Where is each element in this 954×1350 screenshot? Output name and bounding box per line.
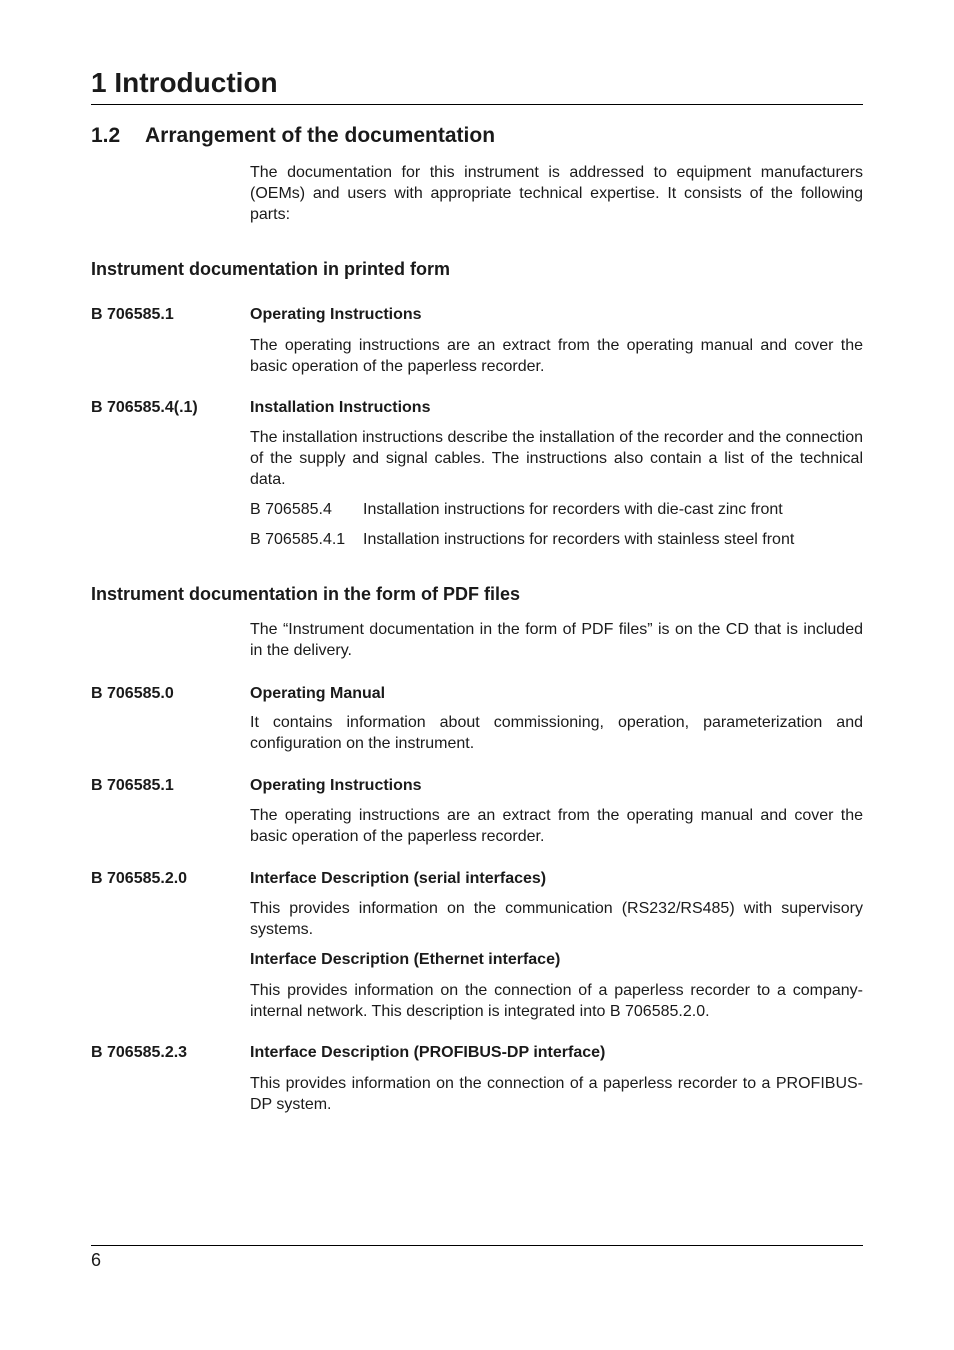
printed-entry-1-title: Operating Instructions	[250, 306, 422, 323]
pdf-entry-3-title: Interface Description (serial interfaces)	[250, 870, 547, 887]
pdf-entry-4-title: Interface Description (PROFIBUS-DP interface)	[250, 1044, 606, 1061]
pdf-entry-2-title: Operating Instructions	[250, 777, 422, 794]
printed-heading: Instrument documentation in printed form	[91, 259, 450, 279]
printed-entry-2-code: B 706585.4(.1)	[91, 399, 198, 416]
pdf-entry-4-text: This provides information on the connection of a paperless recorder to a PROFIBUS-DP system.	[250, 1075, 863, 1113]
pdf-heading: Instrument documentation in the form of PDF files	[91, 584, 521, 604]
chapter-title: 1 Introduction	[91, 64, 863, 105]
printed-entry-1-text: The operating instructions are an extract from the operating manual and cover the basic operation of the paperless recorder.	[250, 337, 863, 375]
page-number: 6	[91, 1250, 102, 1270]
printed-entry-2-text: The installation instructions describe the installation of the recorder and the connection of the supply and signal cables. The instructions also contain a list of the technical data.	[250, 429, 863, 488]
pdf-entry-1-title: Operating Manual	[250, 685, 386, 702]
pdf-entry-3-code: B 706585.2.0	[91, 870, 188, 887]
section-heading: Arrangement of the documentation	[145, 124, 496, 147]
sub-entry-code: B 706585.4.1	[250, 531, 346, 548]
pdf-entry-3-text: This provides information on the communication (RS232/RS485) with supervisory systems.	[250, 900, 863, 938]
sub-entry-code: B 706585.4	[250, 501, 332, 518]
section-title	[91, 121, 495, 151]
footer-divider	[91, 1245, 863, 1246]
printed-entry-1-code: B 706585.1	[91, 306, 174, 323]
sub-entry-text: Installation instructions for recorders with die-cast zinc front	[363, 501, 783, 518]
sub-entry-text: Installation instructions for recorders with stainless steel front	[363, 531, 795, 548]
section-number: 1.2	[91, 124, 121, 147]
intro-paragraph: The documentation for this instrument is addressed to equipment manufacturers (OEMs) and users with appropriate technical expertise. It consists of the following parts:	[250, 164, 863, 223]
pdf-entry-3-text2: This provides information on the connection of a paperless recorder to a company-internal network. This description is integrated into B 706585.2.0.	[250, 982, 863, 1020]
pdf-entry-2-text: The operating instructions are an extract from the operating manual and cover the basic operation of the paperless recorder.	[250, 807, 863, 845]
pdf-entry-1-code: B 706585.0	[91, 685, 174, 702]
pdf-intro: The “Instrument documentation in the form of PDF files” is on the CD that is included in the delivery.	[250, 621, 863, 659]
printed-entry-2-title: Installation Instructions	[250, 399, 431, 416]
pdf-entry-4-code: B 706585.2.3	[91, 1044, 188, 1061]
pdf-entry-1-text: It contains information about commissioning, operation, parameterization and configuration on the instrument.	[250, 714, 863, 752]
pdf-entry-2-code: B 706585.1	[91, 777, 174, 794]
pdf-entry-3-title2: Interface Description (Ethernet interface)	[250, 951, 561, 968]
